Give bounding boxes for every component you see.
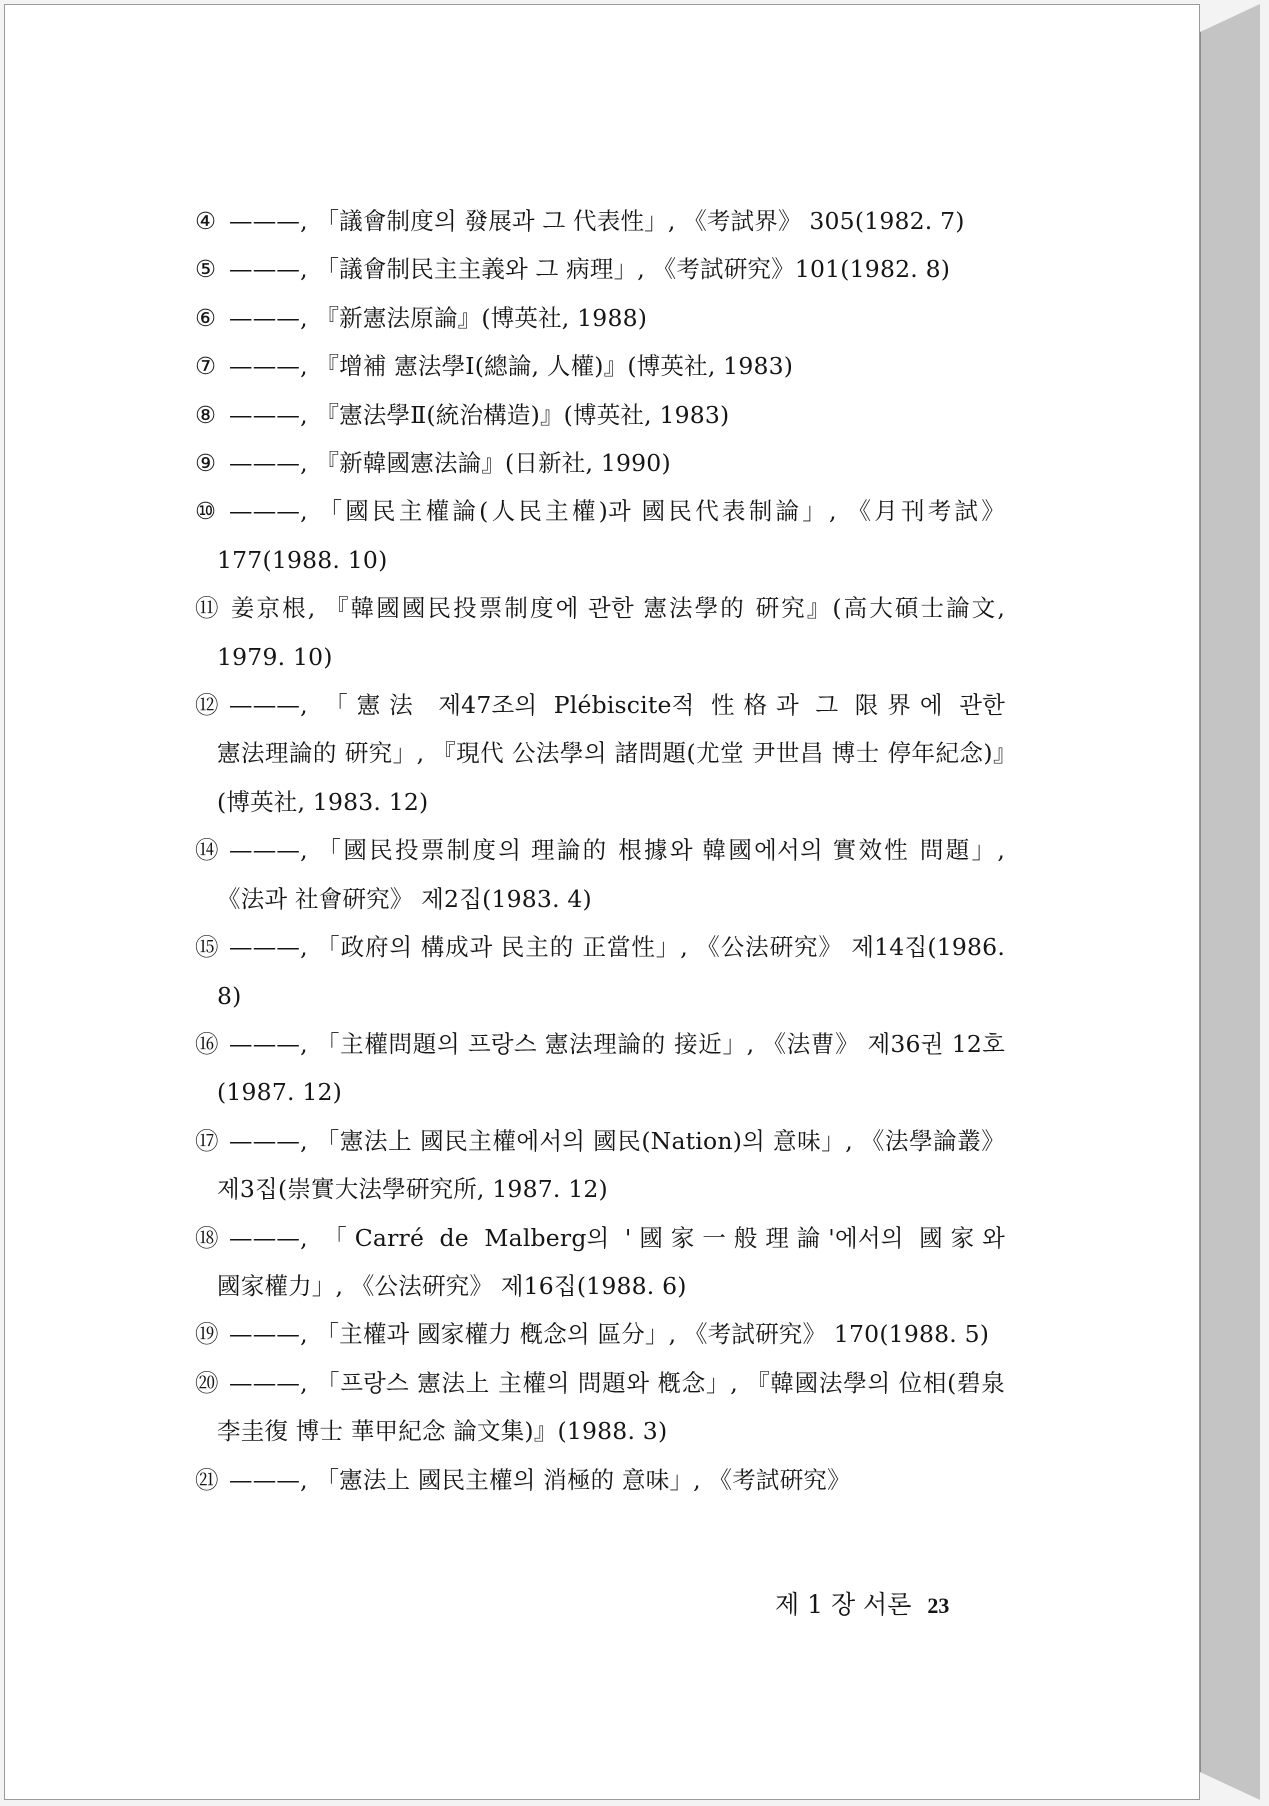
reference-entry — [195, 681, 1005, 826]
reference-text: 姜京根, 『韓國國民投票制度에 관한 憲法學的 硏究』(高大碩士論文, 1979. 10) — [217, 594, 1005, 671]
reference-marker: ⑭ — [195, 836, 219, 865]
reference-entry — [195, 923, 1005, 1020]
book-page — [4, 4, 1200, 1800]
reference-marker: ⑦ — [195, 352, 217, 381]
reference-text: ———, 「國民投票制度의 理論的 根據와 韓國에서의 實效性 問題」, 《法과 社會硏究》 제2집(1983. 4) — [217, 836, 1005, 913]
reference-entry — [195, 294, 1005, 342]
chapter-title: 제 1 장 서론 — [775, 1590, 912, 1619]
reference-entry — [195, 1310, 1005, 1358]
reference-entry — [195, 439, 1005, 487]
reference-entry — [195, 1117, 1005, 1214]
reference-entry — [195, 1020, 1005, 1117]
reference-marker: ④ — [195, 207, 217, 235]
reference-marker: ⑰ — [195, 1126, 219, 1155]
reference-entry — [195, 245, 1005, 293]
reference-marker: ⑧ — [195, 400, 217, 429]
reference-text: ———, 「憲法上 國民主權의 消極的 意味」, 《考試硏究》 — [229, 1465, 851, 1494]
reference-marker: ⑱ — [195, 1223, 219, 1252]
page-stack-edge — [1200, 4, 1260, 1800]
reference-marker: ⑮ — [195, 933, 219, 962]
reference-text: ———, 『增補 憲法學Ⅰ(總論, 人權)』(博英社, 1983) — [229, 352, 794, 381]
page-footer — [775, 1585, 1075, 1621]
reference-entry — [195, 487, 1005, 584]
reference-list — [195, 197, 1005, 1504]
reference-text: ———, 「議會制度의 發展과 그 代表性」, 《考試界》 305(1982. 7) — [229, 207, 965, 235]
reference-text: ———, 『新憲法原論』(博英社, 1988) — [229, 303, 648, 332]
reference-text: ———, 『新韓國憲法論』(日新社, 1990) — [229, 449, 671, 478]
page-edge-top-corner — [1200, 4, 1260, 32]
reference-text: ———, 「主權과 國家權力 槪念의 區分」, 《考試硏究》 170(1988. 5) — [229, 1320, 990, 1349]
reference-text: ———, 「議會制民主主義와 그 病理」, 《考試硏究》101(1982. 8) — [229, 255, 951, 284]
reference-entry — [195, 584, 1005, 681]
reference-marker: ⑫ — [195, 691, 219, 720]
reference-text: ———, 『憲法學Ⅱ(統治構造)』(博英社, 1983) — [229, 400, 730, 429]
reference-marker: ⑳ — [195, 1368, 219, 1397]
reference-text: ———, 「프랑스 憲法上 主權의 問題와 槪念」, 『韓國法學의 位相(碧泉 李圭復 博士 華甲紀念 論文集)』(1988. 3) — [217, 1368, 1005, 1446]
reference-marker: ⑩ — [195, 497, 217, 526]
reference-entry — [195, 1359, 1005, 1456]
reference-text: ———, 「政府의 構成과 民主的 正當性」, 《公法硏究》 제14집(1986. 8) — [217, 933, 1005, 1010]
reference-text: ———, 「主權問題의 프랑스 憲法理論的 接近」, 《法曹》 제36권 12호(1987. 12) — [217, 1029, 1005, 1107]
reference-marker: ⑤ — [195, 255, 217, 284]
reference-text: ———, 「Carré de Malberg의 '國家一般理論'에서의 國家와 國家權力」, 《公法硏究》 제16집(1988. 6) — [217, 1223, 1005, 1300]
reference-entry — [195, 391, 1005, 439]
reference-marker: ㉑ — [195, 1465, 219, 1494]
reference-entry — [195, 826, 1005, 923]
reference-marker: ⑯ — [195, 1029, 219, 1058]
reference-text: ———, 「國民主權論(人民主權)과 國民代表制論」, 《月刊考試》 177(1988. 10) — [217, 497, 1005, 574]
reference-entry — [195, 197, 1005, 245]
reference-entry — [195, 1214, 1005, 1311]
page-edge-bottom-corner — [1200, 1772, 1260, 1800]
reference-marker: ⑲ — [195, 1320, 219, 1349]
reference-marker: ⑪ — [195, 594, 219, 623]
reference-text: ———, 「憲法上 國民主權에서의 國民(Nation)의 意味」, 《法學論叢》 제3집(崇實大法學硏究所, 1987. 12) — [217, 1126, 1005, 1204]
reference-marker: ⑥ — [195, 303, 217, 332]
reference-entry — [195, 342, 1005, 390]
reference-marker: ⑨ — [195, 449, 217, 478]
page-number: 23 — [927, 1593, 950, 1618]
reference-text: ———, 「憲法 제47조의 Plébiscite적 性格과 그 限界에 관한 憲法理論的 硏究」, 『現代 公法學의 諸問題(尤堂 尹世昌 博士 停年紀念)』(博英社, 1983. 12) — [217, 691, 1005, 816]
reference-entry — [195, 1456, 1005, 1504]
